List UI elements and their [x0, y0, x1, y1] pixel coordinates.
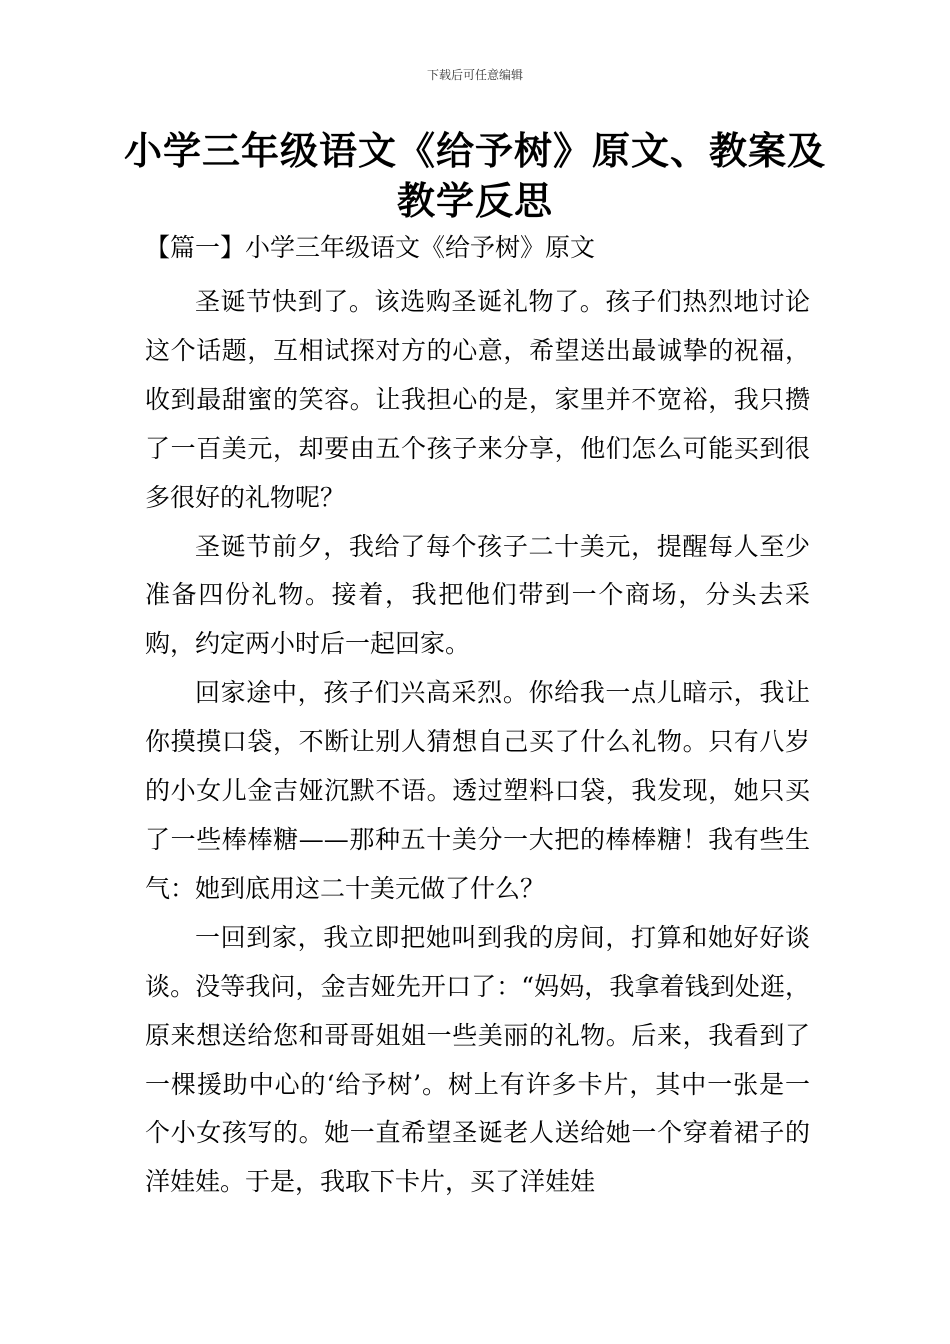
document-title: 小学三年级语文《给予树》原文、教案及教学反思: [123, 129, 826, 223]
paragraph: 圣诞节快到了。该选购圣诞礼物了。孩子们热烈地讨论这个话题，互相试探对方的心意，希望送出最诚挚的祝福，收到最甜蜜的笑容。让我担心的是，家里并不宽裕，我只攒了一百美元，却要由五个孩子来分享，他们怎么可能买到很多很好的礼物呢？: [145, 287, 810, 512]
body-text: [145, 278, 810, 1207]
header-note: 下载后可任意编辑: [426, 68, 523, 82]
paragraph: 回家途中，孩子们兴高采烈。你给我一点儿暗示，我让你摸摸口袋，不断让别人猜想自己买了什么礼物。只有八岁的小女儿金吉娅沉默不语。透过塑料口袋，我发现，她只买了一些棒棒糖——那种五十美分一大把的棒棒糖！我有些生气：她到底用这二十美元做了什么？: [145, 678, 810, 903]
paragraph: 一回到家，我立即把她叫到我的房间，打算和她好好谈谈。没等我问，金吉娅先开口了：“妈妈，我拿着钱到处逛，原来想送给您和哥哥姐姐一些美丽的礼物。后来，我看到了一棵援助中心的‘给予树’。树上有许多卡片，其中一张是一个小女孩写的。她一直希望圣诞老人送给她一个穿着裙子的洋娃娃。于是，我取下卡片，买了洋娃娃: [145, 922, 810, 1197]
paragraph: 圣诞节前夕，我给了每个孩子二十美元，提醒每人至少准备四份礼物。接着，我把他们带到一个商场，分头去采购，约定两小时后一起回家。: [145, 531, 810, 659]
section-heading: 【篇一】小学三年级语文《给予树》原文: [145, 233, 596, 262]
